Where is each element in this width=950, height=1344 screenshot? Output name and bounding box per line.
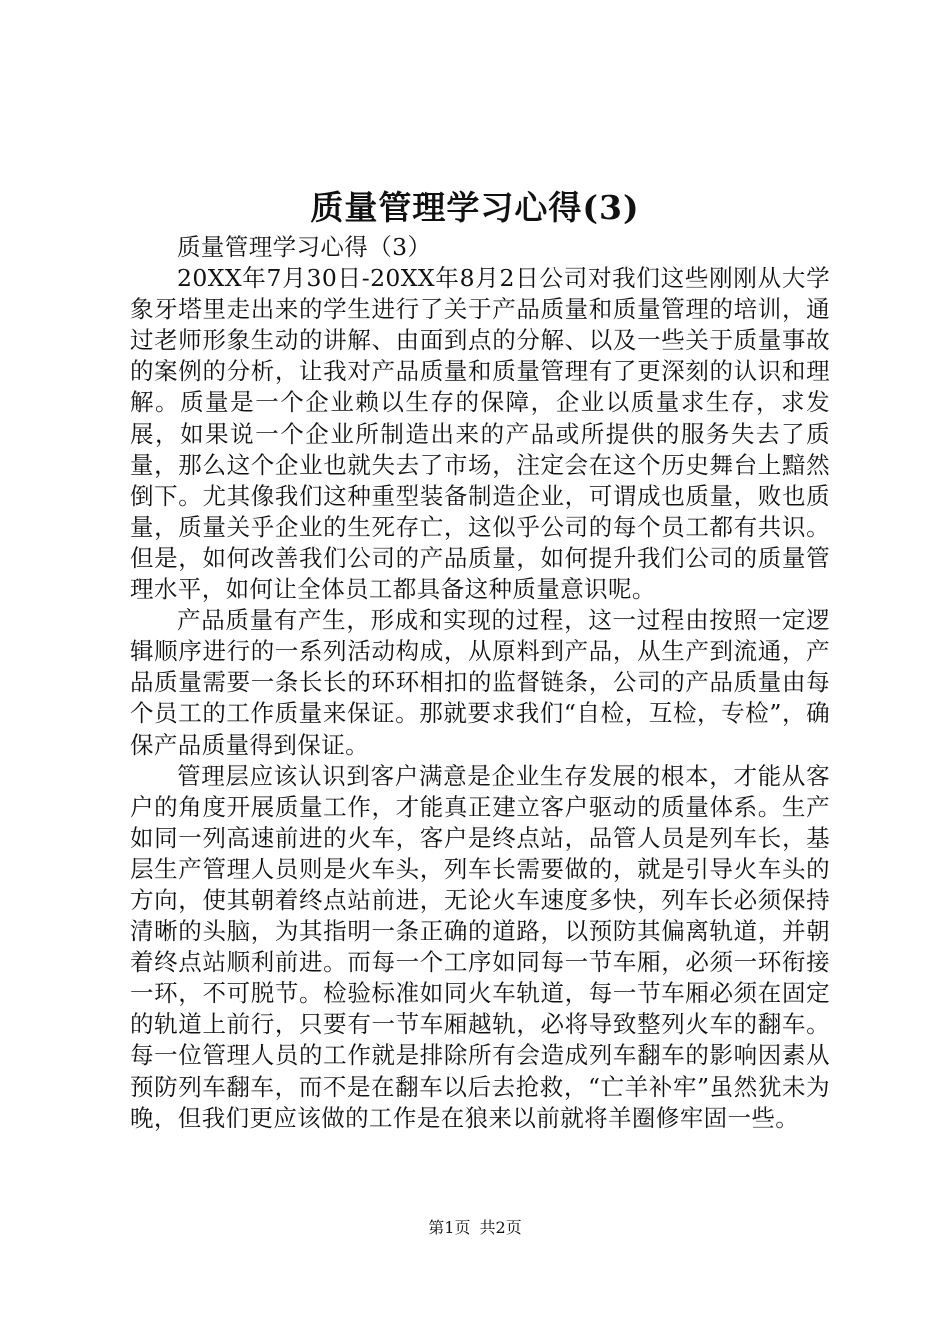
- document-body: [130, 232, 830, 1134]
- body-paragraph: 产品质量有产生，形成和实现的过程，这一过程由按照一定逻辑顺序进行的一系列活动构成，从原料到产品，从生产到流通，产品质量需要一条长长的环环相扣的监督链条，公司的产品质量由每个员工的工作质量来保证。那就要求我们“自检，互检，专检”，确保产品质量得到保证。: [130, 606, 830, 759]
- document-title: 质量管理学习心得(3): [310, 188, 640, 227]
- page-total: 共2页: [479, 1218, 522, 1237]
- page-number: 第1页: [428, 1218, 471, 1237]
- subtitle-paragraph: 质量管理学习心得（3）: [177, 233, 432, 261]
- body-paragraph: 20XX年7月30日-20XX年8月2日公司对我们这些刚刚从大学象牙塔里走出来的学生进行了关于产品质量和质量管理的培训，通过老师形象生动的讲解、由面到点的分解、以及一些关于质量事故的案例的分析，让我对产品质量和质量管理有了更深刻的认识和理解。质量是一个企业赖以生存的保障，企业以质量求生存，求发展，如果说一个企业所制造出来的产品或所提供的服务失去了质量，那么这个企业也就失去了市场，注定会在这个历史舞台上黯然倒下。尤其像我们这种重型装备制造企业，可谓成也质量，败也质量，质量关乎企业的生死存亡，这似乎公司的每个员工都有共识。但是，如何改善我们公司的产品质量，如何提升我们公司的质量管理水平，如何让全体员工都具备这种质量意识呢。: [130, 264, 830, 604]
- body-paragraph: 管理层应该认识到客户满意是企业生存发展的根本，才能从客户的角度开展质量工作，才能真正建立客户驱动的质量体系。生产如同一列高速前进的火车，客户是终点站，品管人员是列车长，基层生产管理人员则是火车头，列车长需要做的，就是引导火车头的方向，使其朝着终点站前进，无论火车速度多快，列车长必须保持清晰的头脑，为其指明一条正确的道路，以预防其偏离轨道，并朝着终点站顺利前进。而每一个工序如同每一节车厢，必须一环衔接一环，不可脱节。检验标准如同火车轨道，每一节车厢必须在固定的轨道上前行，只要有一节车厢越轨，必将导致整列火车的翻车。每一位管理人员的工作就是排除所有会造成列车翻车的影响因素从预防列车翻车，而不是在翻车以后去抢救，“亡羊补牢”虽然犹未为晚，但我们更应该做的工作是在狼来以前就将羊圈修牢固一些。: [130, 761, 830, 1132]
- page-footer: [0, 1218, 950, 1238]
